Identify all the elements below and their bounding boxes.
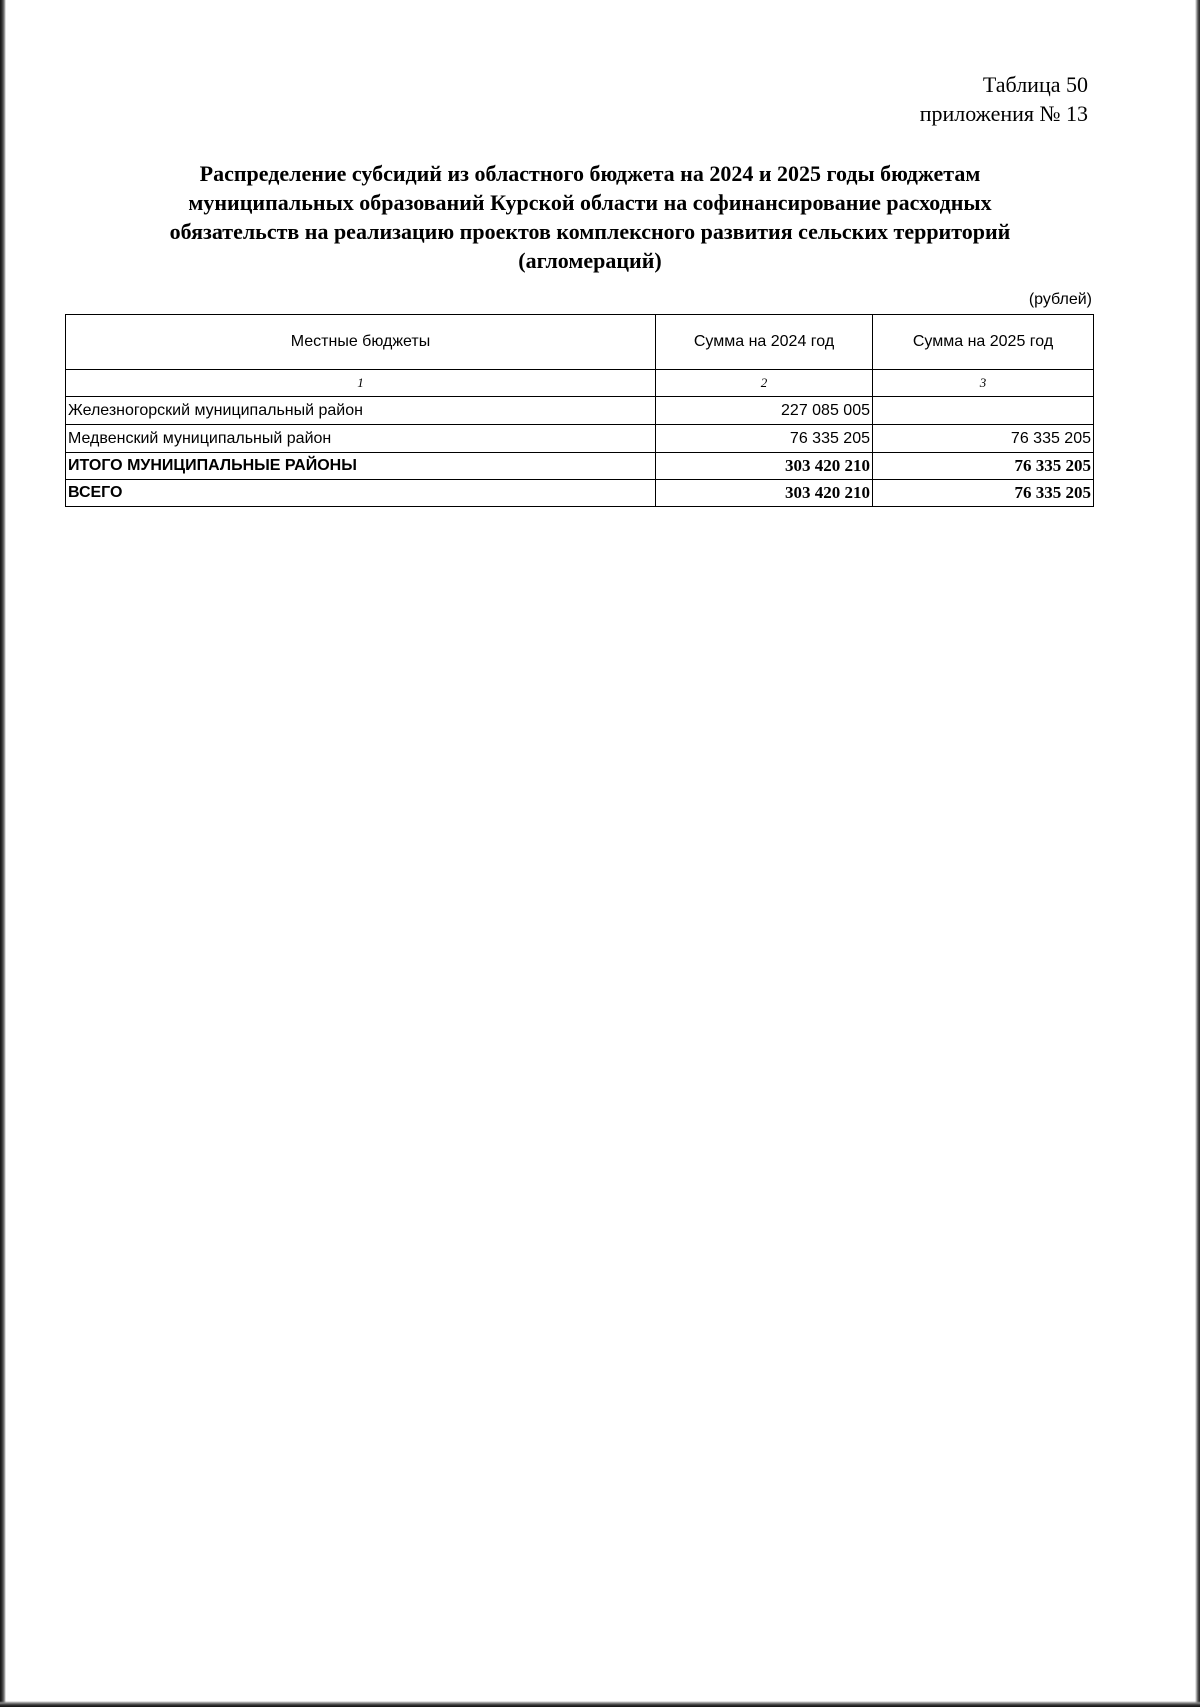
title-line-4: (агломераций) — [518, 248, 662, 273]
column-number-row — [66, 370, 1094, 397]
row-amount-2025 — [873, 397, 1094, 425]
table-row — [66, 425, 1094, 453]
column-header-2024: Сумма на 2024 год — [656, 315, 873, 370]
document-title — [90, 159, 1090, 275]
table-row — [66, 397, 1094, 425]
row-name: Железногорский муниципальный район — [66, 397, 656, 425]
column-number: 2 — [656, 370, 873, 397]
unit-label: (рублей) — [1028, 291, 1092, 308]
total-amount-2024: 303 420 210 — [656, 480, 873, 507]
scan-edge-bottom — [0, 1701, 1200, 1707]
total-row — [66, 480, 1094, 507]
table-header-row — [66, 315, 1094, 370]
budget-table — [65, 314, 1094, 507]
subtotal-row — [66, 453, 1094, 480]
title-line-1: Распределение субсидий из областного бюджета на 2024 и 2025 годы бюджетам — [199, 161, 981, 186]
row-name: Медвенский муниципальный район — [66, 425, 656, 453]
appendix-number: приложения № 13 — [919, 101, 1088, 126]
subtotal-amount-2024: 303 420 210 — [656, 453, 873, 480]
column-number: 3 — [873, 370, 1094, 397]
title-line-2: муниципальных образований Курской области на софинансирование расходных — [188, 190, 992, 215]
row-amount-2024: 76 335 205 — [656, 425, 873, 453]
column-header-2025: Сумма на 2025 год — [873, 315, 1094, 370]
row-amount-2024: 227 085 005 — [656, 397, 873, 425]
scan-edge-right — [1195, 0, 1200, 1707]
total-amount-2025: 76 335 205 — [873, 480, 1094, 507]
table-reference — [920, 70, 1088, 128]
total-name: ВСЕГО — [66, 480, 656, 507]
title-line-3: обязательств на реализацию проектов комплексного развития сельских территорий — [169, 219, 1011, 244]
column-number: 1 — [66, 370, 656, 397]
table-number: Таблица 50 — [982, 72, 1088, 97]
scan-edge-left — [0, 0, 6, 1707]
subtotal-name: ИТОГО МУНИЦИПАЛЬНЫЕ РАЙОНЫ — [66, 453, 656, 480]
column-header-local-budgets: Местные бюджеты — [66, 315, 656, 370]
row-amount-2025: 76 335 205 — [873, 425, 1094, 453]
subtotal-amount-2025: 76 335 205 — [873, 453, 1094, 480]
